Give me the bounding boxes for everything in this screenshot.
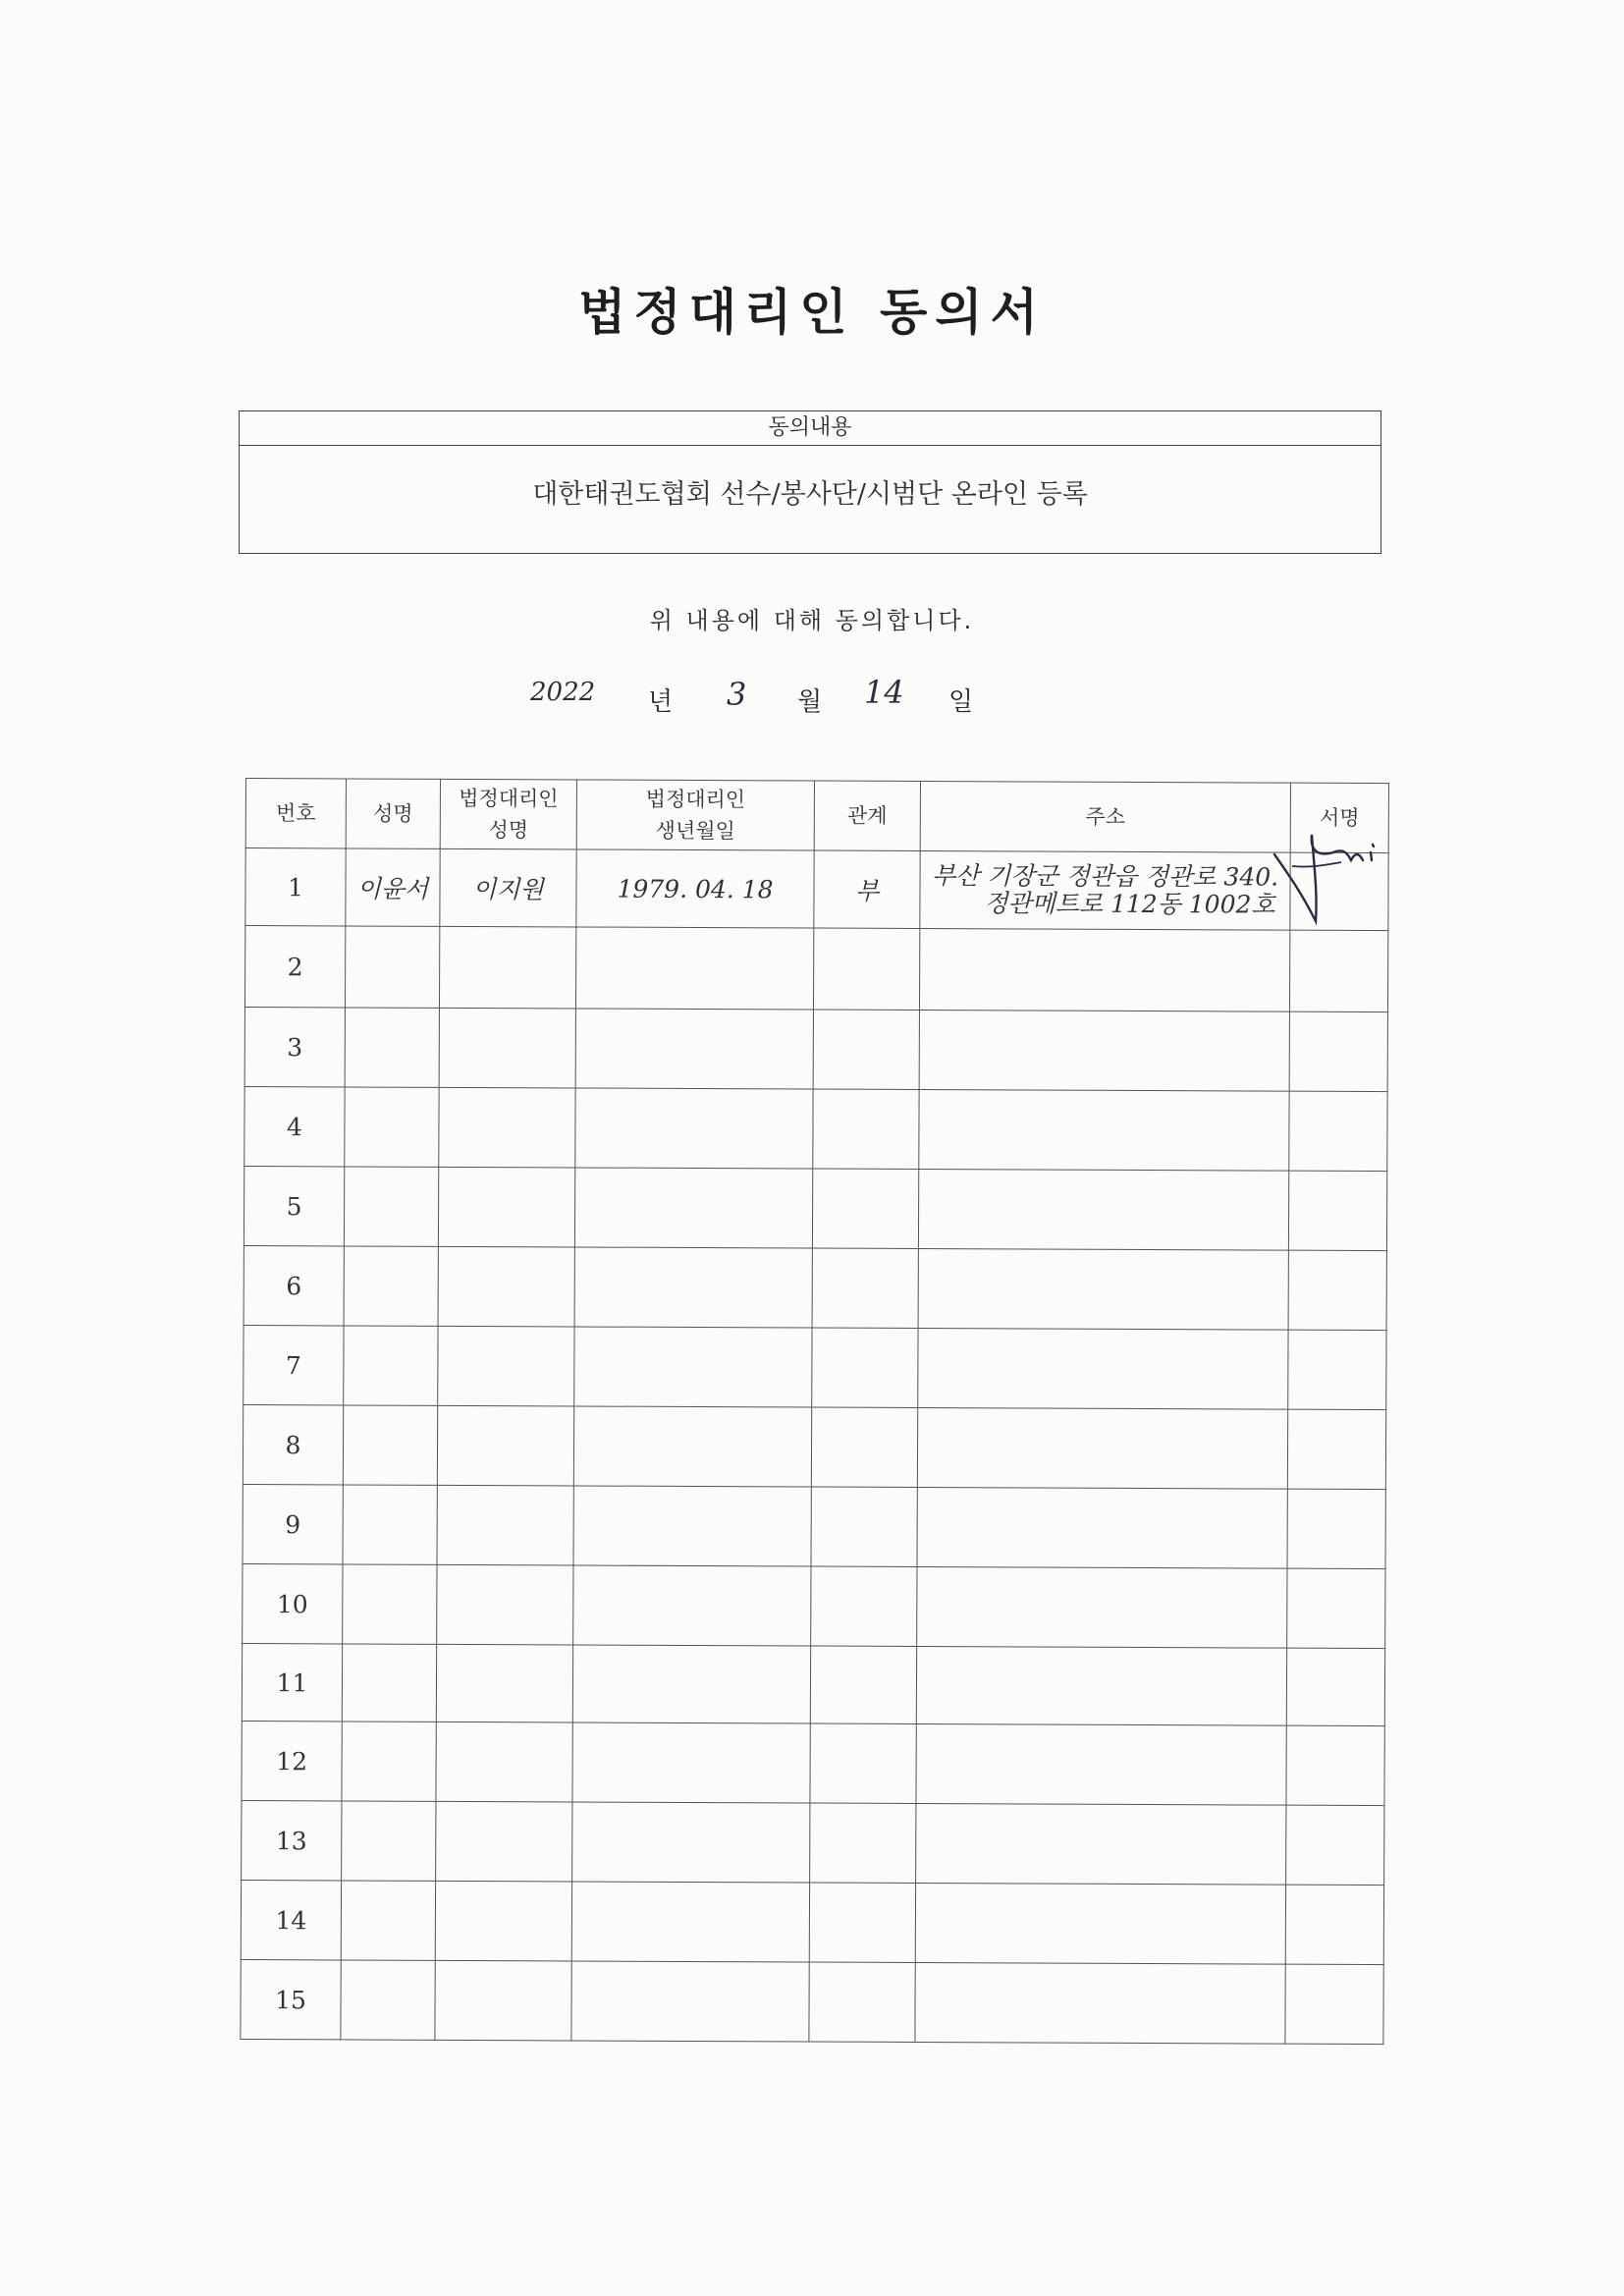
row-no: 7 [244, 1325, 344, 1404]
row-guardian-birth [572, 1802, 810, 1883]
row-guardian-name [436, 1801, 572, 1882]
row-relation [811, 1487, 917, 1566]
header-name: 성명 [346, 779, 440, 848]
row-guardian-birth [573, 1486, 811, 1566]
row-address-line1 [917, 1685, 1286, 1687]
row-address-line2 [916, 1923, 1285, 1925]
row-relation [810, 1803, 916, 1883]
row-name [345, 1008, 439, 1087]
header-address: 주소 [920, 781, 1290, 852]
row-guardian-birth: 1979. 04. 18 [576, 849, 814, 928]
roster-table [240, 778, 1389, 2045]
row-address-line1 [920, 969, 1289, 971]
row-no: 10 [243, 1563, 343, 1643]
row-relation [811, 1407, 917, 1487]
row-name [344, 1167, 438, 1246]
roster-header-row [245, 779, 1388, 853]
table-row [242, 1721, 1384, 1805]
row-name [344, 1326, 438, 1405]
row-guardian-birth [571, 1961, 809, 2042]
row-address-line2 [918, 1368, 1287, 1370]
row-signature [1289, 1011, 1387, 1091]
row-address [919, 1089, 1289, 1171]
row-no: 11 [242, 1643, 342, 1721]
row-address [917, 1566, 1287, 1648]
row-relation [813, 928, 919, 1010]
row-address-line2 [918, 1527, 1287, 1529]
signature-mark [1272, 823, 1390, 931]
row-relation [813, 1010, 919, 1089]
row-relation [812, 1169, 918, 1248]
row-address-line2 [919, 1209, 1288, 1211]
row-relation [809, 1883, 915, 1962]
row-address [915, 1883, 1285, 1964]
row-signature [1286, 1805, 1384, 1885]
row-signature [1287, 1489, 1385, 1568]
row-guardian-name [435, 1881, 571, 1961]
row-no: 15 [241, 1959, 341, 2039]
row-address-line1 [918, 1368, 1287, 1370]
row-no: 6 [244, 1245, 344, 1325]
row-no: 13 [242, 1800, 342, 1880]
row-address-line2 [917, 1685, 1286, 1687]
row-no: 8 [243, 1404, 343, 1484]
table-row [244, 1086, 1387, 1171]
header-guardian-name-line2: 성명 [488, 818, 529, 843]
row-address-line1 [917, 1607, 1286, 1609]
row-address [918, 1169, 1288, 1250]
row-guardian-name [438, 1246, 574, 1327]
row-guardian-birth [575, 1009, 813, 1089]
roster-body [241, 848, 1388, 2045]
row-signature [1285, 1885, 1383, 1964]
row-address-line1 [919, 1209, 1288, 1211]
row-address [920, 850, 1290, 930]
row-relation [810, 1723, 916, 1803]
row-relation [812, 1248, 918, 1328]
consent-box-content: 대한태권도협회 선수/봉사단/시범단 온라인 등록 [532, 479, 1088, 510]
row-guardian-name [437, 1564, 573, 1645]
row-signature [1288, 1330, 1386, 1409]
header-no: 번호 [245, 779, 346, 848]
row-address-line1 [918, 1527, 1287, 1529]
row-relation [811, 1566, 917, 1646]
row-guardian-name [439, 926, 575, 1009]
row-address-line2 [917, 1764, 1286, 1766]
row-guardian-birth [572, 1645, 810, 1723]
table-row [244, 1325, 1386, 1409]
row-name [341, 1960, 435, 2040]
row-signature [1287, 1409, 1385, 1489]
consent-box [239, 410, 1381, 554]
table-row [244, 1245, 1386, 1330]
header-guardian-birth-line2: 생년월일 [655, 818, 735, 844]
row-address [919, 1010, 1289, 1091]
header-guardian-birth-line1: 법정대리인 [645, 787, 746, 812]
header-guardian-birth [576, 780, 814, 850]
row-guardian-birth [573, 1406, 811, 1487]
header-signature: 서명 [1290, 783, 1388, 852]
agreement-text: 위 내용에 대해 동의합니다. [649, 607, 975, 634]
row-name [341, 1881, 435, 1960]
row-name [342, 1801, 436, 1881]
row-relation [810, 1646, 916, 1723]
row-relation [809, 1962, 915, 2042]
row-address-line1: 부산 기장군 정관읍 정관로 340. [931, 861, 1279, 892]
table-row [243, 1404, 1385, 1489]
row-address [917, 1487, 1287, 1568]
header-guardian-name [440, 779, 576, 849]
row-guardian-birth [574, 1327, 812, 1407]
row-signature [1288, 1171, 1386, 1250]
date-day-unit: 일 [948, 687, 974, 717]
row-name [345, 1087, 439, 1167]
document-title: 법정대리인 동의서 [578, 283, 1046, 341]
row-address-line1 [916, 1843, 1285, 1845]
row-name [344, 1246, 438, 1326]
row-guardian-name [437, 1485, 573, 1565]
date-line [0, 674, 1624, 727]
row-guardian-name [439, 1087, 575, 1168]
row-address [915, 1962, 1285, 2044]
row-guardian-name [438, 1326, 574, 1406]
row-guardian-name [435, 1960, 571, 2041]
table-row [241, 1880, 1383, 1964]
row-relation [813, 1089, 919, 1169]
row-address [917, 1407, 1287, 1489]
table-row [245, 848, 1388, 931]
row-address-line1 [919, 1129, 1288, 1131]
row-guardian-name [438, 1167, 574, 1247]
table-row [241, 1959, 1383, 2044]
row-name [342, 1644, 436, 1722]
row-signature [1289, 930, 1387, 1011]
row-address-line2 [920, 969, 1289, 971]
row-name [343, 1405, 437, 1485]
row-address-line1 [917, 1764, 1286, 1766]
row-signature [1289, 1091, 1387, 1171]
row-no: 9 [243, 1484, 343, 1563]
date-month: 3 [727, 676, 747, 713]
table-row [243, 1484, 1385, 1568]
consent-box-header: 동의내용 [240, 411, 1380, 446]
row-address-line2 [916, 1843, 1285, 1845]
row-relation: 부 [814, 850, 920, 928]
row-signature [1286, 1725, 1384, 1805]
table-row [244, 1008, 1387, 1092]
row-no: 4 [244, 1086, 345, 1166]
row-guardian-birth [571, 1882, 809, 1962]
row-no: 14 [241, 1880, 341, 1959]
table-row [244, 1166, 1386, 1250]
row-address-line2 [916, 2002, 1285, 2004]
row-signature [1287, 1568, 1385, 1648]
date-year: 2022 [530, 678, 596, 707]
row-address-line2 [919, 1288, 1288, 1290]
row-address [918, 1328, 1288, 1409]
row-name: 이윤서 [346, 848, 440, 926]
row-no: 2 [244, 926, 345, 1008]
row-address [918, 1248, 1288, 1330]
row-address-line1 [918, 1448, 1287, 1449]
row-name [345, 926, 439, 1008]
table-row [242, 1800, 1384, 1885]
row-address [916, 1803, 1286, 1885]
header-relation: 관계 [814, 781, 920, 850]
table-row [244, 926, 1387, 1012]
date-day: 14 [864, 674, 904, 711]
row-name [343, 1485, 437, 1564]
row-guardian-birth [575, 927, 813, 1010]
row-address-line1 [919, 1288, 1288, 1290]
row-signature [1285, 1964, 1383, 2044]
date-month-unit: 월 [797, 687, 823, 717]
row-address-line2: 정관메트로 112동 1002호 [984, 889, 1275, 919]
row-guardian-name: 이지원 [440, 848, 576, 927]
row-guardian-birth [574, 1247, 812, 1328]
row-address-line1 [920, 1050, 1289, 1052]
row-address-line2 [918, 1448, 1287, 1449]
row-signature [1286, 1648, 1384, 1725]
row-no: 1 [245, 848, 346, 926]
row-no: 12 [242, 1721, 342, 1800]
row-signature [1288, 1250, 1386, 1330]
row-guardian-name [437, 1405, 573, 1486]
row-address [916, 1723, 1286, 1805]
header-guardian-name-line1: 법정대리인 [459, 786, 559, 811]
row-guardian-birth [573, 1565, 811, 1646]
row-no: 3 [244, 1008, 345, 1087]
row-guardian-name [436, 1644, 572, 1722]
row-guardian-name [439, 1008, 575, 1088]
row-no: 5 [244, 1166, 344, 1245]
row-address-line2 [920, 1050, 1289, 1052]
row-address-line2 [917, 1607, 1286, 1609]
date-year-unit: 년 [648, 687, 674, 717]
row-guardian-name [436, 1722, 572, 1802]
row-guardian-birth [575, 1088, 813, 1169]
table-row [242, 1643, 1384, 1725]
row-guardian-birth [572, 1722, 810, 1803]
row-address [919, 928, 1289, 1011]
row-address-line1 [916, 2002, 1285, 2004]
row-address [916, 1646, 1286, 1725]
row-guardian-birth [574, 1168, 812, 1248]
row-name [342, 1722, 436, 1801]
table-row [243, 1563, 1385, 1648]
row-address-line2 [919, 1129, 1288, 1131]
row-address-line1 [916, 1923, 1285, 1925]
row-relation [812, 1328, 918, 1407]
row-name [343, 1564, 437, 1644]
